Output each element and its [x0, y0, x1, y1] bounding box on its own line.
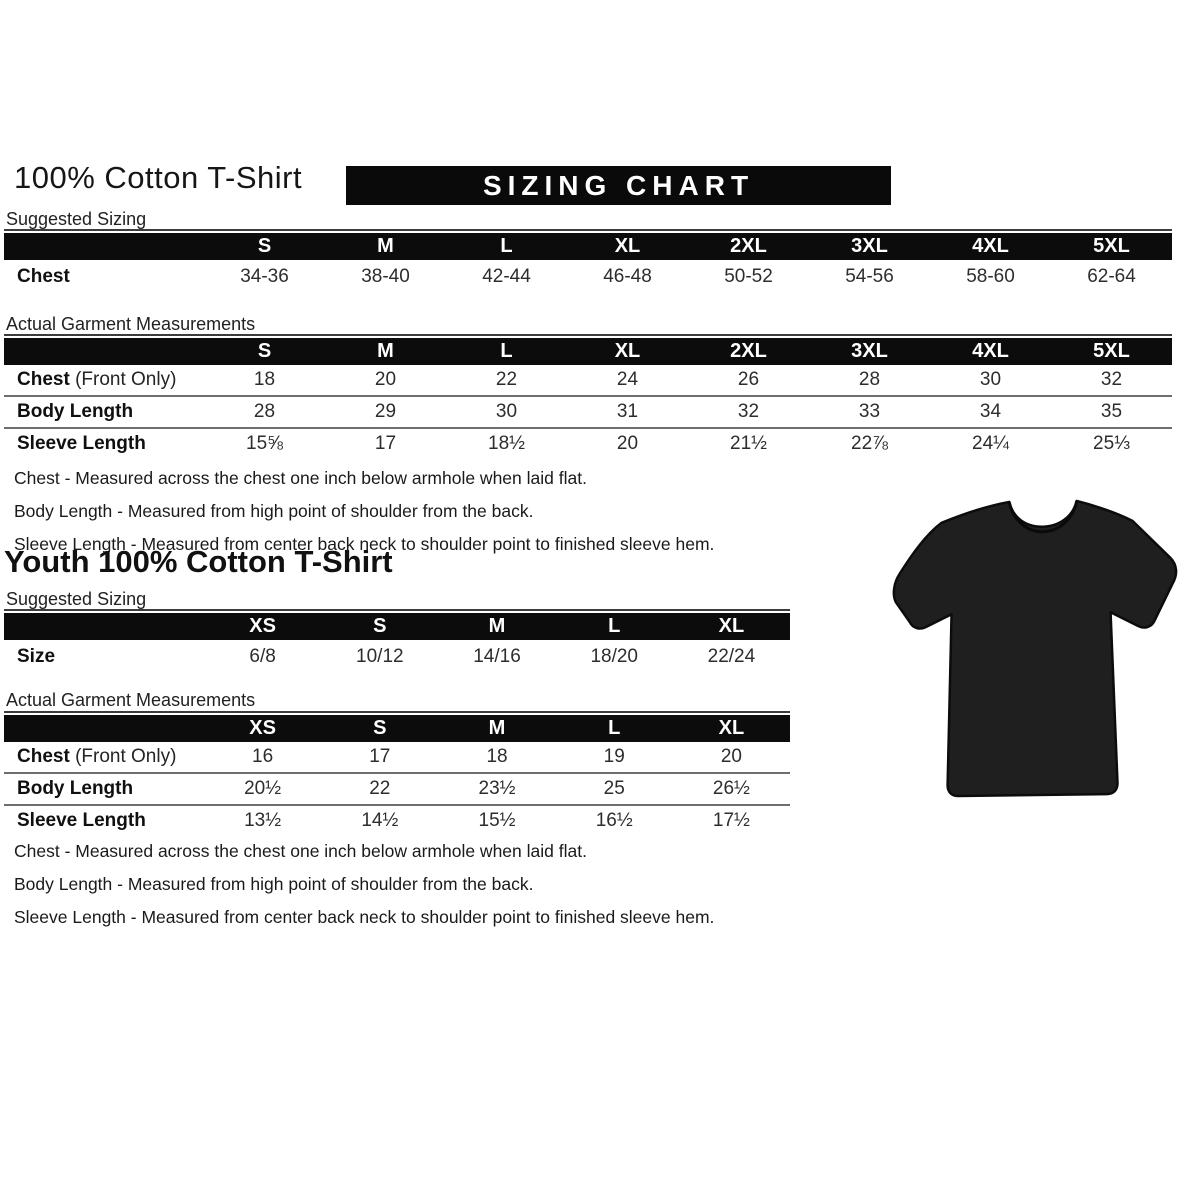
youth-actual-measurements-label: Actual Garment Measurements: [6, 690, 256, 710]
adult-product-title: 100% Cotton T-Shirt: [14, 160, 303, 195]
measurement-note: Chest - Measured across the chest one inch below armhole when laid flat.: [14, 468, 587, 488]
value-cell: 28: [253, 401, 276, 422]
table-row: [4, 260, 1172, 293]
column-header-xl: XL: [718, 615, 745, 637]
sizing-chart-banner: [346, 166, 891, 205]
column-header-m: M: [488, 717, 506, 739]
row-label: Size: [17, 645, 56, 667]
black-tshirt-image: [882, 474, 1200, 822]
table-row: [4, 772, 790, 804]
value-cell: 14/16: [473, 645, 521, 667]
column-header-s: S: [373, 717, 387, 739]
column-header-m: M: [377, 340, 394, 362]
value-cell: 22/24: [707, 645, 756, 667]
value-cell: 17½: [712, 810, 750, 831]
value-cell: 46-48: [603, 265, 652, 287]
value-cell: 10/12: [356, 645, 404, 667]
value-cell: 20: [616, 433, 639, 454]
value-cell: 34: [979, 401, 1002, 422]
column-header-3xl: 3XL: [851, 340, 888, 362]
value-cell: 35: [1100, 401, 1123, 422]
value-cell: 22⅞: [851, 433, 888, 454]
row-label: Body Length: [17, 778, 134, 799]
value-cell: 26: [737, 369, 760, 390]
value-cell: 29: [374, 401, 397, 422]
row-label: Chest (Front Only): [17, 746, 177, 767]
value-cell: 17: [369, 746, 391, 767]
value-cell: 28: [858, 369, 881, 390]
table-header-row: [4, 715, 790, 742]
table-row: [4, 427, 1172, 459]
youth-product-title: Youth 100% Cotton T-Shirt: [4, 544, 393, 579]
value-cell: 22: [369, 778, 391, 799]
youth-suggested-sizing-label: Suggested Sizing: [6, 589, 147, 609]
column-header-s: S: [373, 615, 387, 637]
value-cell: 24¼: [972, 433, 1009, 454]
column-header-xs: XS: [249, 615, 276, 637]
column-header-m: M: [377, 235, 394, 257]
column-header-xl: XL: [614, 340, 641, 362]
row-label: Chest (Front Only): [17, 369, 177, 390]
value-cell: 32: [1100, 369, 1123, 390]
value-cell: 25⅓: [1093, 433, 1130, 454]
youth-measurement-notes: [14, 835, 714, 934]
column-header-xl: XL: [614, 235, 641, 257]
value-cell: 20½: [244, 778, 282, 799]
value-cell: 32: [737, 401, 760, 422]
value-cell: 25: [603, 778, 625, 799]
column-header-l: L: [608, 615, 621, 637]
tshirt-body-shape: [894, 501, 1176, 796]
column-header-l: L: [500, 235, 513, 257]
adult-actual-measurements-label: Actual Garment Measurements: [6, 314, 256, 334]
value-cell: 62-64: [1087, 265, 1136, 287]
value-cell: 18/20: [590, 645, 638, 667]
value-cell: 17: [374, 433, 397, 454]
column-header-4xl: 4XL: [972, 340, 1009, 362]
value-cell: 14½: [361, 810, 399, 831]
column-header-s: S: [257, 340, 272, 362]
value-cell: 30: [495, 401, 518, 422]
adult-actual-measurements-table: [4, 334, 1172, 459]
column-header-xl: XL: [718, 717, 745, 739]
value-cell: 13½: [244, 810, 282, 831]
row-label: Body Length: [17, 401, 134, 422]
table-row: [4, 365, 1172, 395]
value-cell: 30: [979, 369, 1002, 390]
value-cell: 42-44: [482, 265, 531, 287]
value-cell: 26½: [712, 778, 750, 799]
value-cell: 31: [616, 401, 639, 422]
column-header-l: L: [500, 340, 513, 362]
measurement-note: Chest - Measured across the chest one inch below armhole when laid flat.: [14, 841, 587, 861]
value-cell: 16: [252, 746, 274, 767]
measurement-note: Body Length - Measured from high point of shoulder from the back.: [14, 874, 534, 894]
table-row: [4, 742, 790, 772]
table-row: [4, 640, 790, 673]
value-cell: 15½: [478, 810, 516, 831]
column-header-2xl: 2XL: [730, 235, 767, 257]
value-cell: 23½: [478, 778, 516, 799]
measurement-note: Body Length - Measured from high point of shoulder from the back.: [14, 501, 534, 521]
value-cell: 15⅝: [246, 433, 283, 454]
table-row: [4, 395, 1172, 427]
table-header-row: [4, 613, 790, 640]
value-cell: 18: [253, 369, 276, 390]
adult-suggested-sizing-table: [4, 229, 1172, 293]
value-cell: 50-52: [724, 265, 773, 287]
value-cell: 18: [486, 746, 508, 767]
tshirt-product-photo: [882, 474, 1200, 822]
value-cell: 58-60: [966, 265, 1015, 287]
column-header-4xl: 4XL: [972, 235, 1009, 257]
column-header-2xl: 2XL: [730, 340, 767, 362]
value-cell: 21½: [730, 433, 767, 454]
sizing-chart-banner-text: SIZING CHART: [482, 169, 755, 201]
row-label: Chest: [17, 265, 70, 287]
value-cell: 20: [720, 746, 742, 767]
column-header-m: M: [488, 615, 506, 637]
column-header-xs: XS: [249, 717, 276, 739]
value-cell: 19: [603, 746, 625, 767]
value-cell: 54-56: [845, 265, 894, 287]
table-header-row: [4, 233, 1172, 260]
table-header-row: [4, 338, 1172, 365]
column-header-l: L: [608, 717, 621, 739]
value-cell: 33: [858, 401, 881, 422]
value-cell: 6/8: [249, 645, 276, 667]
column-header-5xl: 5XL: [1093, 235, 1130, 257]
value-cell: 18½: [488, 433, 525, 454]
youth-suggested-sizing-table: [4, 609, 790, 673]
column-header-s: S: [257, 235, 272, 257]
column-header-3xl: 3XL: [851, 235, 888, 257]
value-cell: 24: [616, 369, 639, 390]
youth-actual-measurements-table: [4, 711, 790, 836]
value-cell: 22: [495, 369, 518, 390]
row-label: Sleeve Length: [17, 433, 146, 454]
table-row: [4, 804, 790, 836]
value-cell: 38-40: [361, 265, 410, 287]
column-header-5xl: 5XL: [1093, 340, 1130, 362]
value-cell: 34-36: [240, 265, 289, 287]
value-cell: 20: [374, 369, 397, 390]
row-label: Sleeve Length: [17, 810, 146, 831]
adult-suggested-sizing-label: Suggested Sizing: [6, 209, 147, 229]
measurement-note: Sleeve Length - Measured from center back neck to shoulder point to finished sleeve hem.: [14, 907, 715, 927]
value-cell: 16½: [595, 810, 633, 831]
measurement-note: Sleeve Length - Measured from center back neck to shoulder point to finished sleeve hem.: [14, 534, 715, 554]
